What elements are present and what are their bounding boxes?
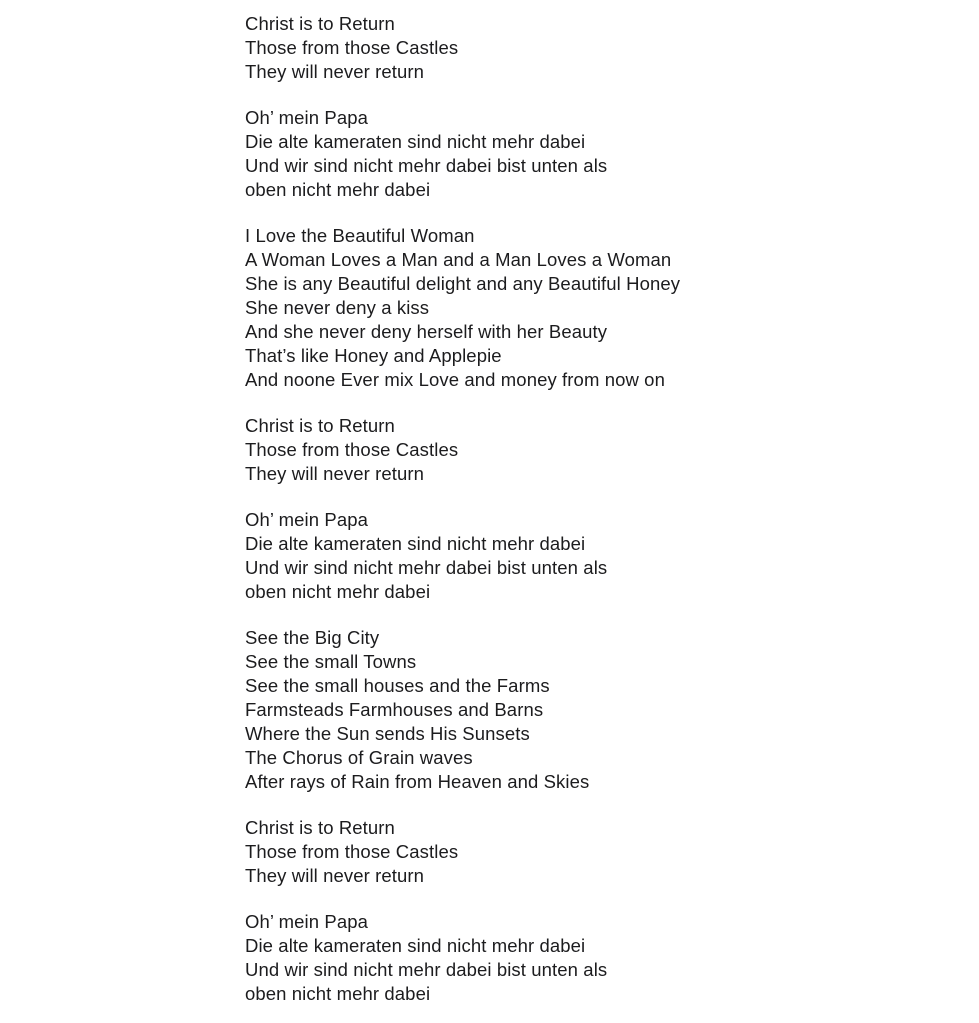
lyric-line: Die alte kameraten sind nicht mehr dabei xyxy=(245,935,586,956)
lyric-line: They will never return xyxy=(245,865,425,886)
stanza-papa-verse-2 xyxy=(245,508,939,604)
lyric-line: Where the Sun sends His Sunsets xyxy=(245,723,530,744)
lyric-line: Und wir sind nicht mehr dabei bist unten als xyxy=(245,155,608,176)
lyric-line: Christ is to Return xyxy=(245,415,395,436)
lyric-line: Those from those Castles xyxy=(245,841,459,862)
lyric-line: They will never return xyxy=(245,61,425,82)
lyric-line: They will never return xyxy=(245,463,425,484)
lyric-line: After rays of Rain from Heaven and Skies xyxy=(245,771,590,792)
lyric-line: See the small Towns xyxy=(245,651,417,672)
lyric-line: She never deny a kiss xyxy=(245,297,430,318)
lyric-line: Oh’ mein Papa xyxy=(245,911,368,932)
stanza-papa-verse-3 xyxy=(245,910,939,1006)
lyric-line: A Woman Loves a Man and a Man Loves a Woman xyxy=(245,249,672,270)
lyrics-stanza-container xyxy=(245,12,939,1006)
lyric-line: Und wir sind nicht mehr dabei bist unten als xyxy=(245,557,608,578)
lyric-line: Oh’ mein Papa xyxy=(245,509,368,530)
lyric-line: See the small houses and the Farms xyxy=(245,675,550,696)
stanza-big-city-verse xyxy=(245,626,939,794)
lyric-line: Die alte kameraten sind nicht mehr dabei xyxy=(245,533,586,554)
lyric-line: Christ is to Return xyxy=(245,13,395,34)
lyric-line: Und wir sind nicht mehr dabei bist unten als xyxy=(245,959,608,980)
lyric-line: And noone Ever mix Love and money from now on xyxy=(245,369,665,390)
lyric-line: oben nicht mehr dabei xyxy=(245,983,431,1004)
stanza-papa-verse-1 xyxy=(245,106,939,202)
stanza-beautiful-woman-verse xyxy=(245,224,939,392)
lyric-line: oben nicht mehr dabei xyxy=(245,581,431,602)
stanza-chorus-1 xyxy=(245,12,939,84)
lyric-line: That’s like Honey and Applepie xyxy=(245,345,502,366)
lyric-line: Those from those Castles xyxy=(245,439,459,460)
lyric-line: Those from those Castles xyxy=(245,37,459,58)
lyric-line: And she never deny herself with her Beauty xyxy=(245,321,608,342)
lyric-line: Christ is to Return xyxy=(245,817,395,838)
stanza-chorus-2 xyxy=(245,414,939,486)
lyric-line: She is any Beautiful delight and any Beautiful Honey xyxy=(245,273,681,294)
lyric-line: Die alte kameraten sind nicht mehr dabei xyxy=(245,131,586,152)
lyric-line: The Chorus of Grain waves xyxy=(245,747,473,768)
stanza-chorus-3 xyxy=(245,816,939,888)
lyric-line: oben nicht mehr dabei xyxy=(245,179,431,200)
lyric-line: See the Big City xyxy=(245,627,380,648)
lyric-line: Farmsteads Farmhouses and Barns xyxy=(245,699,544,720)
lyric-line: I Love the Beautiful Woman xyxy=(245,225,475,246)
lyric-line: Oh’ mein Papa xyxy=(245,107,368,128)
